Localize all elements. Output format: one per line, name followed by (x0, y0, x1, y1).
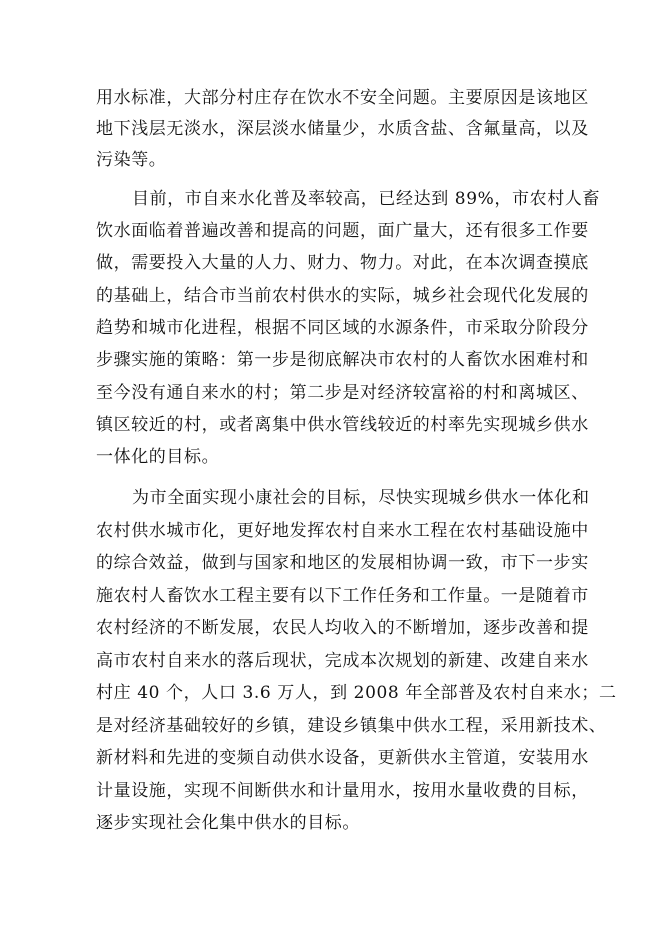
text-line: 的综合效益，做到与国家和地区的发展相协调一致，市下一步实 (96, 553, 589, 573)
text-line: 逐步实现社会化集中供水的目标。 (96, 813, 360, 833)
text-line: 农村经济的不断发展，农民人均收入的不断增加，逐步改善和提 (96, 618, 589, 638)
text-line: 步骤实施的策略：第一步是彻底解决市农村的人畜饮水困难村和 (96, 350, 589, 370)
text-line: 一体化的目标。 (96, 447, 220, 467)
text-line: 污染等。 (96, 150, 167, 170)
text-line: 农村供水城市化，更好地发挥农村自来水工程在农村基础设施中 (96, 521, 589, 541)
text-line: 村庄 40 个，人口 3.6 万人，到 2008 年全部普及农村自来水；二 (96, 683, 617, 703)
text-line: 的基础上，结合市当前农村供水的实际，城乡社会现代化发展的 (96, 286, 589, 306)
text-line: 用水标准，大部分村庄存在饮水不安全问题。主要原因是该地区 (96, 88, 589, 108)
text-line: 镇区较近的村，或者离集中供水管线较近的村率先实现城乡供水 (96, 415, 589, 435)
text-line: 做，需要投入大量的人力、财力、物力。对此，在本次调查摸底 (96, 253, 589, 273)
text-line: 趋势和城市化进程，根据不同区域的水源条件，市采取分阶段分 (96, 318, 589, 338)
text-line: 施农村人畜饮水工程主要有以下工作任务和工作量。一是随着市 (96, 586, 589, 606)
text-line: 计量设施，实现不间断供水和计量用水，按用水量收费的目标， (96, 781, 589, 801)
text-line: 地下浅层无淡水，深层淡水储量少，水质含盐、含氟量高，以及 (96, 119, 589, 139)
text-line: 饮水面临着普遍改善和提高的问题，面广量大，还有很多工作要 (96, 221, 589, 241)
text-line: 新材料和先进的变频自动供水设备，更新供水主管道，安装用水 (96, 748, 589, 768)
text-line: 至今没有通自来水的村；第二步是对经济较富裕的村和离城区、 (96, 383, 589, 403)
paragraph-first-line: 为市全面实现小康社会的目标，尽快实现城乡供水一体化和 (132, 488, 590, 508)
text-line: 是对经济基础较好的乡镇，建设乡镇集中供水工程，采用新技术、 (96, 716, 607, 736)
paragraph-first-line: 目前，市自来水化普及率较高，已经达到 89%，市农村人畜 (132, 189, 600, 209)
text-line: 高市农村自来水的落后现状，完成本次规划的新建、改建自来水 (96, 651, 589, 671)
